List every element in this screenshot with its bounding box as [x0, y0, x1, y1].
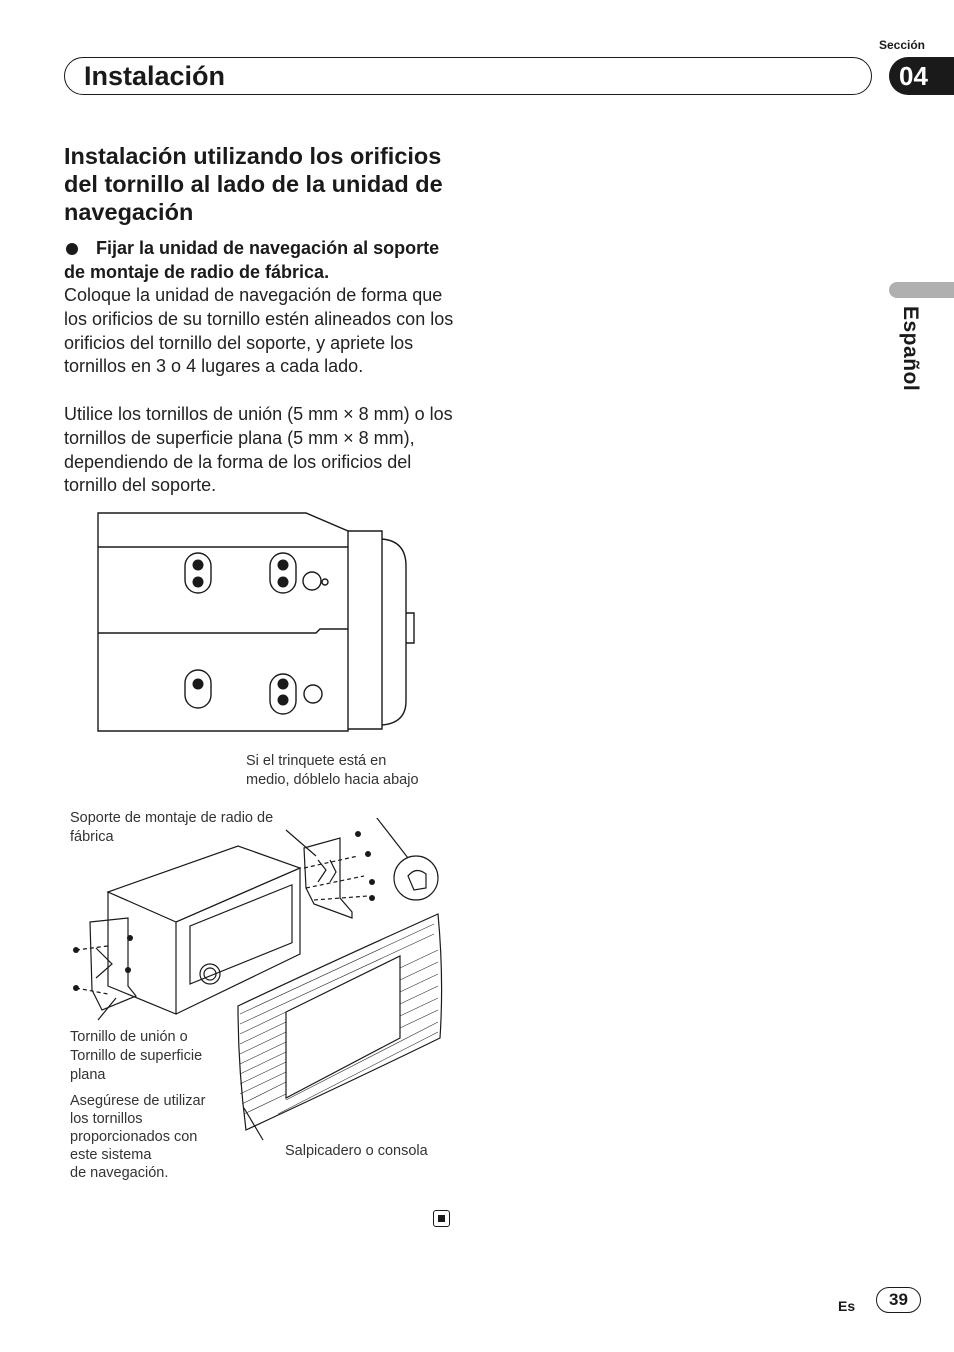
- section-number-badge: 04: [889, 57, 954, 95]
- caption-dashboard: Salpicadero o consola: [285, 1143, 428, 1159]
- bullet-heading: Fijar la unidad de navegación al soporte de montaje de radio de fábrica.: [64, 238, 440, 282]
- caption-line: los tornillos: [70, 1111, 143, 1127]
- caption-line: de navegación.: [70, 1165, 169, 1181]
- caption-ratchet: [246, 752, 419, 790]
- caption-line: Asegúrese de utilizar: [70, 1093, 206, 1109]
- caption-line: plana: [70, 1067, 106, 1083]
- caption-line: proporcionados con: [70, 1129, 198, 1145]
- paragraph-alignment: Coloque la unidad de navegación de forma que los orificios de su tornillo estén alineados con los orificios del tornillo del soporte, y apriete los tornillos en 3 o 4 lugares a cada lado.: [64, 285, 454, 377]
- caption-line: Tornillo de superficie: [70, 1048, 203, 1064]
- footer-language-code: Es: [838, 1298, 856, 1314]
- caption-line: Tornillo de unión o: [70, 1029, 188, 1045]
- section-heading: Instalación utilizando los orificios del tornillo al lado de la unidad de navegación: [64, 143, 443, 225]
- paragraph-screws: Utilice los tornillos de unión (5 mm × 8 mm) o los tornillos de superficie plana (5 mm × 8 mm), dependiendo de la forma de los orificios del tornillo del soporte.: [64, 404, 453, 496]
- caption-notice: [70, 1092, 205, 1182]
- section-label: Sección: [878, 38, 926, 52]
- caption-screw: [70, 1028, 202, 1085]
- end-mark-icon: [433, 1210, 450, 1227]
- caption-line: medio, dóblelo hacia abajo: [246, 772, 419, 788]
- caption-line: este sistema: [70, 1147, 152, 1163]
- caption-bracket: [70, 809, 273, 847]
- language-tab: [889, 282, 954, 298]
- page-title: Instalación: [84, 61, 226, 91]
- caption-line: Soporte de montaje de radio de: [70, 810, 274, 826]
- caption-line: Si el trinquete está en: [246, 753, 387, 769]
- caption-line: fábrica: [70, 829, 114, 845]
- page-number: 39: [876, 1287, 921, 1313]
- side-view-illustration: [96, 511, 416, 736]
- language-label: Español: [899, 306, 922, 392]
